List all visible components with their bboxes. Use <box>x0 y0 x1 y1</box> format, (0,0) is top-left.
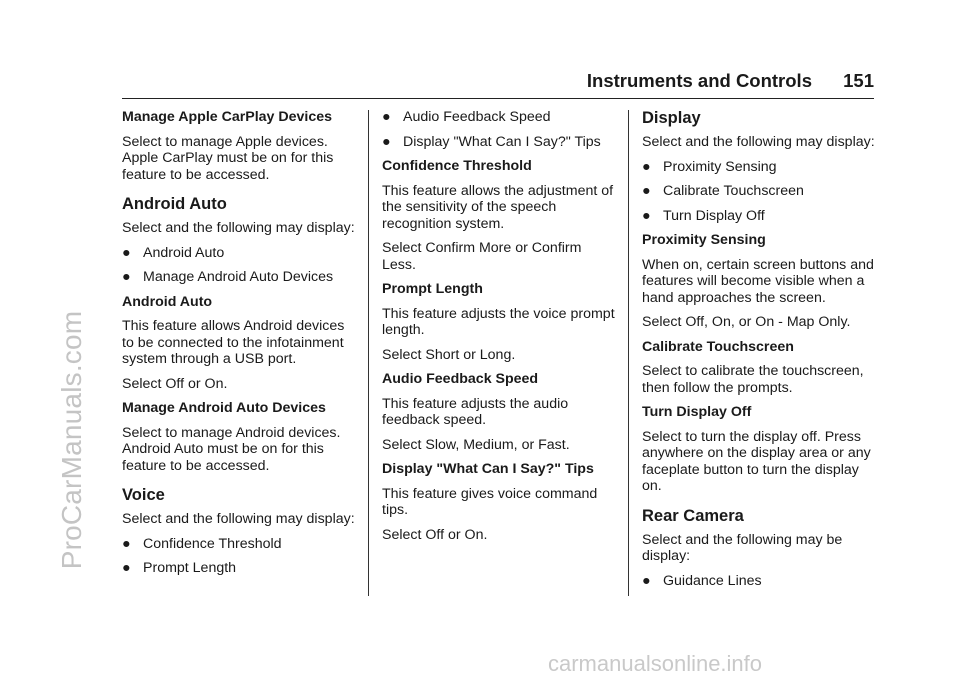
bullet-icon: ● <box>642 572 651 589</box>
page-number: 151 <box>843 70 874 91</box>
column-divider-2 <box>628 110 629 596</box>
paragraph: When on, certain screen buttons and features will become visible when a hand approaches the screen. <box>642 256 874 306</box>
section-heading-voice: Voice <box>122 486 165 504</box>
section-heading-display: Display <box>642 109 701 127</box>
bullet-text: Manage Android Auto Devices <box>143 269 334 285</box>
bullet-icon: ● <box>382 109 391 125</box>
paragraph: This feature adjusts the voice prompt length. <box>382 305 615 338</box>
subheading: Audio Feedback Speed <box>382 371 539 387</box>
subheading: Proximity Sensing <box>642 232 766 248</box>
paragraph: This feature adjusts the audio feedback speed. <box>382 395 569 428</box>
paragraph: Select Off, On, or On - Map Only. <box>642 314 851 330</box>
bullet-text: Display "What Can I Say?" Tips <box>403 133 601 150</box>
header-rule <box>122 98 874 99</box>
paragraph: Select and the following may display: <box>122 220 355 236</box>
paragraph: Select and the following may display: <box>122 511 355 527</box>
bullet-item <box>642 159 880 176</box>
bullet-item <box>122 269 360 286</box>
subheading: Confidence Threshold <box>382 158 532 174</box>
section-heading-rear-camera: Rear Camera <box>642 506 744 525</box>
section-title: Instruments and Controls <box>586 70 812 91</box>
bullet-item <box>122 560 360 577</box>
paragraph: Select to calibrate the touchscreen, then follow the prompts. <box>642 363 864 396</box>
bullet-item <box>642 208 880 225</box>
bullet-item <box>122 536 360 553</box>
bullet-icon: ● <box>382 133 391 150</box>
paragraph: Select to manage Android devices. Android Auto must be on for this feature to be accessed. <box>122 424 341 474</box>
bullet-text: Confidence Threshold <box>143 535 282 552</box>
bullet-item <box>122 245 360 262</box>
paragraph: Select Slow, Medium, or Fast. <box>382 436 570 453</box>
paragraph: Select and the following may display: <box>642 134 875 150</box>
bullet-text: Proximity Sensing <box>663 158 777 175</box>
paragraph: This feature gives voice command tips. <box>382 485 598 518</box>
bullet-icon: ● <box>122 560 131 576</box>
bullet-text: Prompt Length <box>143 560 237 576</box>
paragraph: Select to manage Apple devices. Apple CarPlay must be on for this feature to be accessed. <box>122 133 334 183</box>
bullet-icon: ● <box>642 207 651 224</box>
bullet-text: Android Auto <box>143 244 225 261</box>
page-header <box>122 70 874 100</box>
subheading: Display "What Can I Say?" Tips <box>382 461 594 477</box>
paragraph: Select Off or On. <box>382 526 488 543</box>
paragraph: This feature allows the adjustment of the sensitivity of the speech recognition system. <box>382 182 614 232</box>
bullet-icon: ● <box>122 244 131 261</box>
column-divider-1 <box>368 110 369 596</box>
bottom-watermark: carmanualsonline.info <box>548 651 763 676</box>
paragraph: Select to turn the display off. Press anywhere on the display area or any faceplate button to turn the display on. <box>642 428 871 494</box>
subheading: Manage Android Auto Devices <box>122 400 326 416</box>
paragraph: Select and the following may be display: <box>642 531 843 564</box>
bullet-text: Turn Display Off <box>663 207 765 224</box>
subheading: Calibrate Touchscreen <box>642 338 794 355</box>
side-watermark: ProCarManuals.com <box>56 310 87 570</box>
bullet-item <box>382 109 618 126</box>
subheading: Turn Display Off <box>642 404 752 420</box>
bullet-icon: ● <box>122 535 131 552</box>
paragraph: Select Off or On. <box>122 375 228 392</box>
subheading: Manage Apple CarPlay Devices <box>122 109 333 125</box>
paragraph: This feature allows Android devices to be connected to the infotainment system through a USB port. <box>122 318 345 367</box>
column-1 <box>122 109 360 585</box>
bullet-text: Audio Feedback Speed <box>403 109 551 125</box>
paragraph: Select Short or Long. <box>382 346 516 363</box>
column-2 <box>382 109 618 551</box>
bullet-icon: ● <box>122 269 131 285</box>
bullet-icon: ● <box>642 158 651 175</box>
subheading: Android Auto <box>122 293 213 310</box>
column-3 <box>642 109 880 597</box>
bullet-icon: ● <box>642 183 651 199</box>
bullet-text: Guidance Lines <box>663 572 762 589</box>
subheading: Prompt Length <box>382 281 483 297</box>
bullet-item <box>642 573 880 590</box>
bullet-item <box>642 183 880 200</box>
bullet-item <box>382 134 618 151</box>
bullet-text: Calibrate Touchscreen <box>663 183 804 199</box>
section-heading-android-auto: Android Auto <box>122 195 227 213</box>
paragraph: Select Confirm More or Confirm Less. <box>382 240 582 273</box>
